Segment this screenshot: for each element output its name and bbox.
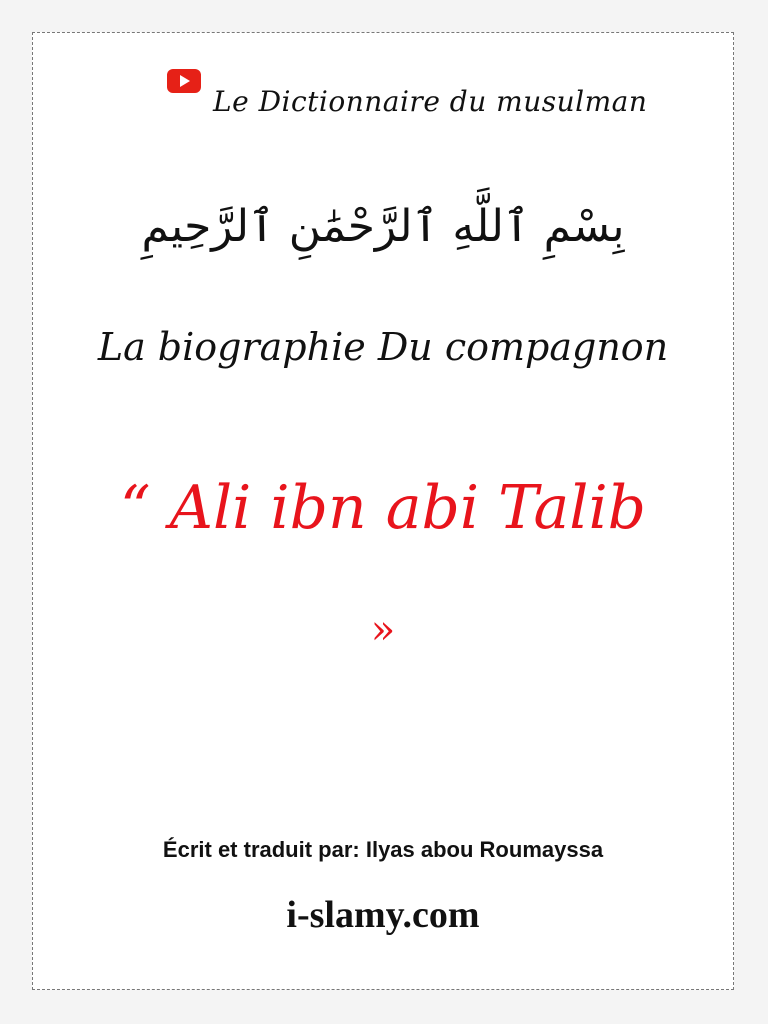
site-title: Le Dictionnaire du musulman <box>213 85 648 118</box>
basmala-calligraphy: بِسْمِ ٱللَّهِ ٱلرَّحْمَٰنِ ٱلرَّحِيمِ <box>141 201 625 252</box>
website-name: i-slamy.com <box>286 894 480 936</box>
companion-name: “ Ali ibn abi Talib <box>119 473 647 543</box>
author-credit: Écrit et traduit par: Ilyas abou Roumayssa <box>162 837 604 862</box>
youtube-icon <box>167 69 201 93</box>
subtitle: La biographie Du compagnon <box>97 325 669 369</box>
closing-quote: » <box>370 607 396 653</box>
cover-page <box>32 32 734 990</box>
